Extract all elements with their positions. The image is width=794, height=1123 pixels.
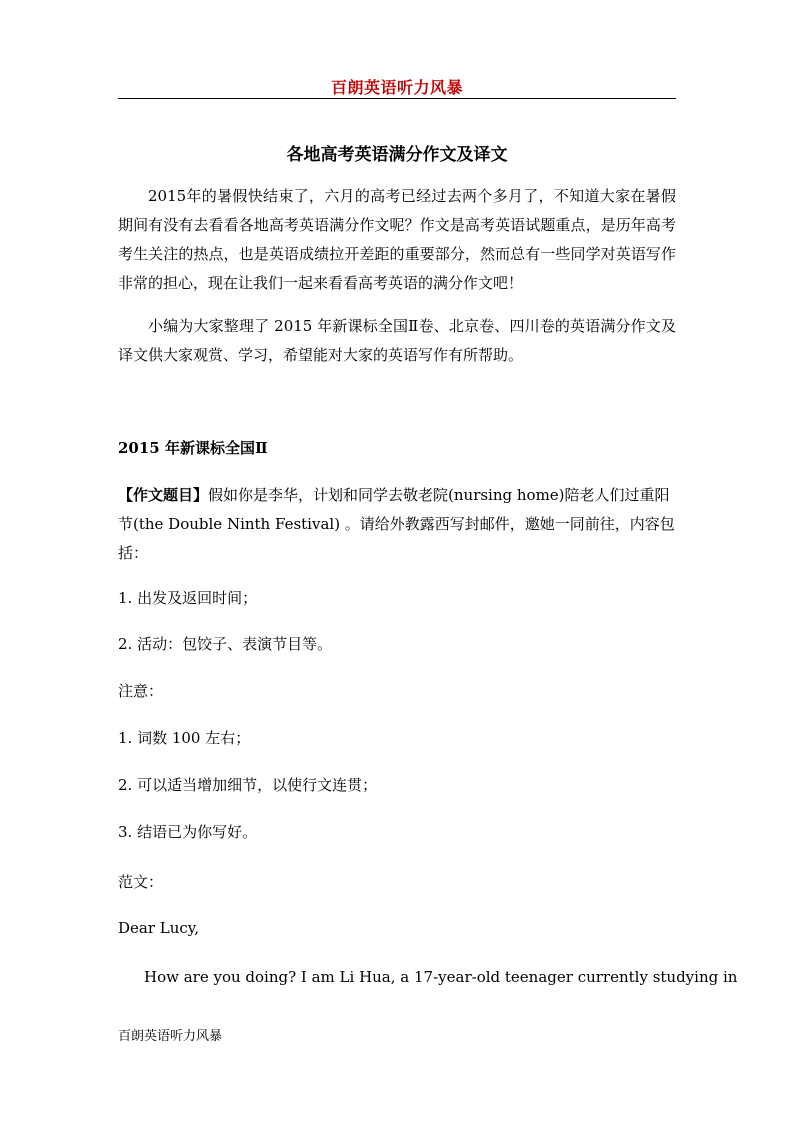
note-item-1: 1. 词数 100 左右； (118, 729, 251, 747)
letter-first-line: How are you doing? I am Li Hua, a 17-year-old teenager currently studying in (144, 968, 738, 986)
intro-paragraph-1: 2015年的暑假快结束了，六月的高考已经过去两个多月了，不知道大家在暑假期间有没有去看看各地高考英语满分作文呢？作文是高考英语试题重点，是历年高考考生关注的热点，也是英语成绩拉开差距的重要部分，然而总有一些同学对英语写作非常的担心，现在让我们一起来看看高考英语的满分作文吧！ (118, 187, 676, 292)
note-item-2: 2. 可以适当增加细节，以使行文连贯； (118, 776, 378, 794)
task-text: 假如你是李华，计划和同学去敬老院(nursing home)陪老人们过重阳节(the Double Ninth Festival) 。请给外教露西写封邮件，邀她一同前往，内容包括： (118, 486, 675, 562)
footer-text: 百朗英语听力风暴 (118, 1029, 223, 1044)
section-heading: 2015 年新课标全国Ⅱ (118, 439, 268, 457)
notes-label: 注意： (118, 682, 164, 700)
document-title: 各地高考英语满分作文及译文 (286, 145, 508, 165)
header-title: 百朗英语听力风暴 (330, 78, 463, 97)
sample-label: 范文： (118, 873, 164, 891)
task-paragraph (118, 481, 678, 568)
note-item-3: 3. 结语已为你写好。 (118, 823, 258, 841)
task-label: 【作文题目】 (118, 486, 209, 504)
header-divider (118, 98, 676, 99)
letter-salutation: Dear Lucy, (118, 919, 200, 937)
content-item-1: 1. 出发及返回时间； (118, 589, 258, 607)
intro-paragraph-2: 小编为大家整理了 2015 年新课标全国Ⅱ卷、北京卷、四川卷的英语满分作文及译文供大家观赏、学习，希望能对大家的英语写作有所帮助。 (118, 317, 676, 364)
content-item-2: 2. 活动：包饺子、表演节目等。 (118, 635, 333, 653)
